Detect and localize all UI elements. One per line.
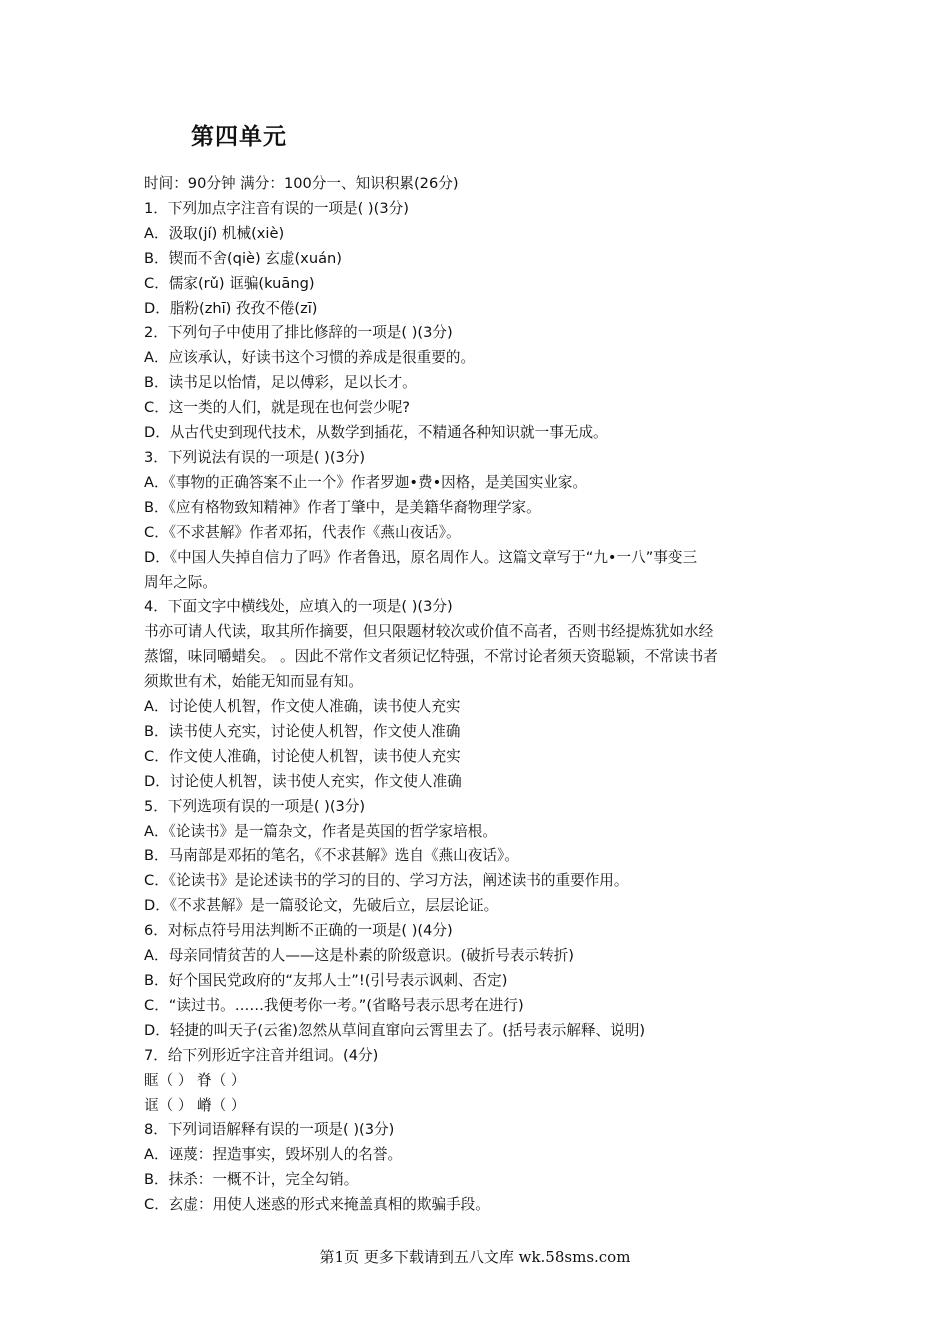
text-line: D．《不求甚解》是一篇驳论文，先破后立，层层论证。 [144,897,499,915]
text-line: 8．下列词语解释有误的一项是( )(3分) [144,1121,395,1139]
text-line: D．从古代史到现代技术，从数学到插花，不精通各种知识就一事无成。 [144,424,608,442]
text-line: 眶（ ） 脊（ ） [144,1071,246,1089]
question-lines [144,197,824,1218]
text-line: 7．给下列形近字注音并组词。(4分) [144,1046,379,1064]
text-line: C．儒家(rǔ) 诓骗(kuāng) [144,274,315,292]
text-line: 诓（ ） 嵴（ ） [144,1096,246,1114]
page-title: 第四单元 [191,124,287,150]
text-line: D．讨论使人机智，读书使人充实，作文使人准确 [144,772,462,790]
text-line: 周年之际。 [144,573,217,591]
text-line: C．玄虚：用使人迷惑的形式来掩盖真相的欺骗手段。 [144,1196,490,1214]
text-line: A．应该承认，好读书这个习惯的养成是很重要的。 [144,349,476,367]
text-line: 2．下列句子中使用了排比修辞的一项是( )(3分) [144,324,453,342]
text-line: A．讨论使人机智，作文使人准确，读书使人充实 [144,698,461,716]
text-line: 5．下列选项有误的一项是( )(3分) [144,797,366,815]
text-line: B．读书足以怡情，足以傅彩，足以长才。 [144,374,417,392]
text-line: A．《论读书》是一篇杂文，作者是英国的哲学家培根。 [144,822,497,840]
text-line: B．锲而不舍(qiè) 玄虚(xuán) [144,249,342,267]
text-line: C．“读过书。……我便考你一考。”(省略号表示思考在进行) [144,996,524,1014]
text-line: 4．下面文字中横线处，应填入的一项是( )(3分) [144,598,453,616]
text-line: B．读书使人充实，讨论使人机智，作文使人准确 [144,722,461,740]
exam-body [144,172,824,1218]
text-line: B．抹杀：一概不计，完全勾销。 [144,1171,359,1189]
text-line: D．《中国人失掉自信力了吗》作者鲁迅，原名周作人。这篇文章写于“九•一八”事变三 [144,548,698,566]
exam-header-line: 时间：90分钟 满分：100分一、知识积累(26分) [144,175,459,192]
text-line: 书亦可请人代读，取其所作摘要，但只限题材较次或价值不高者，否则书经提炼犹如水经 [144,623,714,641]
text-line: C．这一类的人们，就是现在也何尝少呢? [144,399,411,417]
text-line: C．《不求甚解》作者邓拓，代表作《燕山夜话》。 [144,523,461,541]
text-line: 1．下列加点字注音有误的一项是( )(3分) [144,199,409,217]
text-line: C．作文使人准确，讨论使人机智，读书使人充实 [144,747,461,765]
page-footer: 第1页 更多下载请到五八文库 wk.58sms.com [319,1248,631,1266]
text-line: A．母亲同情贫苦的人——这是朴素的阶级意识。(破折号表示转折) [144,947,574,965]
text-line: B．好个国民党政府的“友邦人士”!(引号表示讽刺、否定) [144,972,508,989]
text-line: A．《事物的正确答案不止一个》作者罗迦•费•因格，是美国实业家。 [144,473,588,491]
text-line: D．脂粉(zhī) 孜孜不倦(zī) [144,299,318,317]
text-line: A．汲取(jí) 机械(xiè) [144,224,285,242]
text-line: 3．下列说法有误的一项是( )(3分) [144,448,366,466]
text-line: A．诬蔑：捏造事实，毁坏别人的名誉。 [144,1146,403,1164]
text-line: 蒸馏，味同嚼蜡矣。 。因此不常作文者须记忆特强，不常讨论者须天资聪颖，不常读书者 [144,648,718,666]
text-line: 6．对标点符号用法判断不正确的一项是( )(4分) [144,922,453,940]
text-line: B．马南部是邓拓的笔名，《不求甚解》选自《燕山夜话》。 [144,847,519,865]
text-line: D．轻捷的叫天子(云雀)忽然从草间直窜向云霄里去了。(括号表示解释、说明) [144,1021,646,1039]
text-line: 须欺世有术，始能无知而显有知。 [144,673,363,691]
text-line: B．《应有格物致知精神》作者丁肇中，是美籍华裔物理学家。 [144,498,541,516]
text-line: C．《论读书》是论述读书的学习的目的、学习方法，阐述读书的重要作用。 [144,872,629,890]
